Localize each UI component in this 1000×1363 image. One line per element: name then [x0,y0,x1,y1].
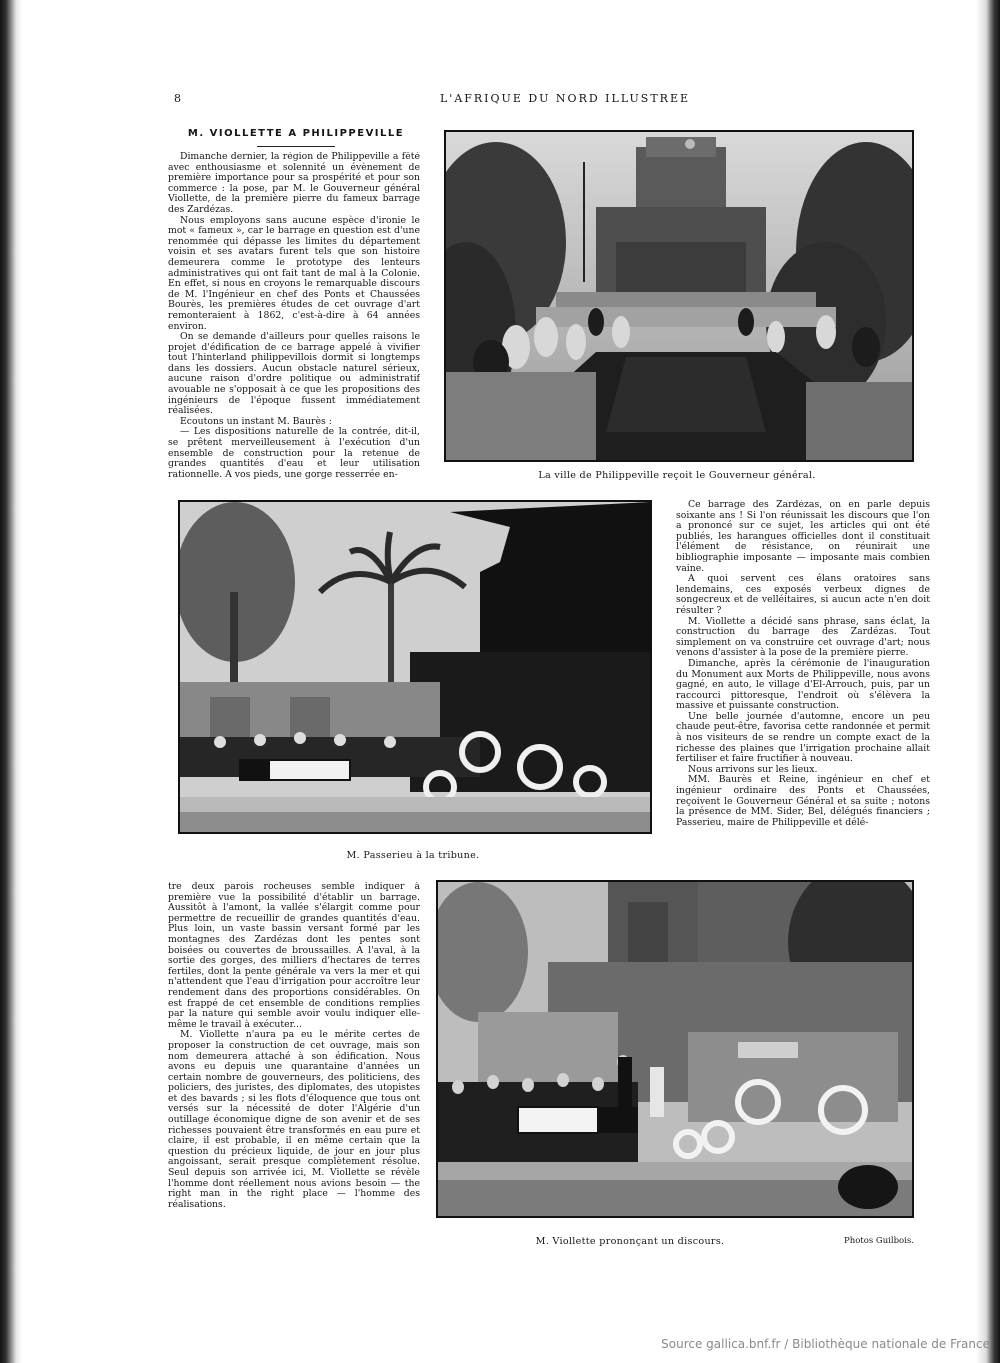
page-number: 8 [174,92,182,105]
title-rule [257,146,335,147]
paragraph: A quoi servent ces élans oratoires sans lendemains, ces exposés verbeux dignes de songecreux et de velléitaires, si aucun acte n'en doit résulter ? [676,573,930,616]
paragraph: MM. Baurès et Reine, ingénieur en chef et ingénieur ordinaire des Ponts et Chaussées, reçoivent le Gouverneur Général et sa suite ; notons la présence de MM. Sider, Bel, délégués financiers ; Passerieu, maire de Philippeville et délé- [676,774,930,828]
article-title: M. VIOLLETTE A PHILIPPEVILLE [187,128,405,139]
photo-2-image [180,502,650,832]
paragraph: Nous employons sans aucune espèce d'ironie le mot « fameux », car le barrage en question est d'une renommée qui dépasse les limites du département voisin et ses avatars furent tels que son histoire demeurera comme le prototype des lenteurs administratives qui ont fait tant de mal à la Colonie. En effet, si nous en croyons le remarquable discours de M. l'Ingénieur en chef des Ponts et Chaussées Bourès, les premières études de cet ouvrage d'art remonteraient à 1862, c'est-à-dire à 64 années environ. [168,214,420,332]
paragraph: Ecoutons un instant M. Baurès : [180,415,332,427]
paragraph: On se demande d'ailleurs pour quelles raisons le projet d'édification de ce barrage appelé à vivifier tout l'hinterland philippevillois dormit si longtemps dans les dossiers. Aucun obstacle naturel sérieux, aucune raison d'ordre politique ou administratif avouable ne s'opposait à ce que les propositions des ingénieurs de l'époque fussent immédiatement réalisées. [168,331,420,417]
photo-1-image [446,132,912,460]
paragraph: Ce barrage des Zardézas, on en parle depuis soixante ans ! Si l'on réunissait les discours que l'on a prononcé sur ce sujet, les articles qui ont été publiés, les harangues officielles dont il constituait l'élément de résistance, on réunirait une bibliographie imposante — imposante mais combien vaine. [676,500,930,574]
paragraph: Une belle journée d'automne, encore un peu chaude peut-être, favorisa cette randonnée et permit à nos visiteurs de se rendre un compte exact de la richesse des plaines que l'irrigation prochaine allait fertiliser et faire fructifier à nouveau. [676,710,930,765]
paragraph: M. Viollette n'aura pa eu le mérite certes de proposer la construction de cet ouvrage, mais son nom demeurera attaché à son édification. Nous avons eu depuis une quarantaine d'années un certain nombre de gouverneurs, des politiciens, des policiers, des juristes, des diplomates, des utopistes et des bavards ; si les flots d'éloquence que tous ont versés sur la nécessité de doter l'Algérie d'un outillage économique digne de son avenir et de ses richesses pouvaient être transformés en eau pure et claire, il est probable, il en même certain que la question du précieux liquide, de jour en jour plus angoissant, serait presque complètement résolue. Seul depuis son arrivée ici, M. Viollette se révèle l'homme dont réellement nous avions besoin — the right man in the right place — l'homme des réalisations. [168,1029,420,1210]
paragraph: — Les dispositions naturelle de la contrée, dit-il, se prêtent merveilleusement à l'exécution d'un ensemble de construction pour la retenue de grandes quantités d'eau et leur utilisation rationnelle. A vos pieds, une gorge resserrée en- [168,426,420,480]
photo-3-image [438,882,912,1216]
photo-2-caption: M. Passerieu à la tribune. [346,850,480,861]
article-column-3 [168,882,420,1247]
photo-tribune [178,500,652,834]
photo-3-caption: M. Viollette prononçant un discours. [535,1236,725,1247]
photo-1-caption: La ville de Philippeville reçoit le Gouverneur général. [538,470,816,481]
running-head: L'AFRIQUE DU NORD ILLUSTREE [440,92,691,105]
article-column-2 [676,500,930,864]
paragraph: Dimanche dernier, la région de Philippeville a fêté avec enthousiasme et solennité un évènement de première importance pour sa prospérité et pour son commerce : la pose, par M. le Gouverneur général Viollette, de la première pierre du fameux barrage des Zardézas. [168,152,420,215]
photo-speech [436,880,914,1218]
source-attribution: Source gallica.bnf.fr / Bibliothèque nationale de France [661,1337,990,1351]
photo-credit: Photos Guilbois. [844,1236,914,1246]
paragraph: Nous arrivons sur les lieux. [688,763,818,775]
paragraph: tre deux parois rocheuses semble indiquer à première vue la possibilité d'établir un barrage. Aussitôt à l'amont, la vallée s'élargit comme pour permettre de recueillir de grandes quantités d'eau. Plus loin, un vaste bassin versant formé par les montagnes des Zardézas dont les pentes sont boisées ou couvertes de broussailles. A l'aval, à la sortie des gorges, des milliers d'hectares de terres fertiles, dont la pente générale va vers la mer et qui n'attendent que l'eau d'irrigation pour accroître leur rendement dans des proportions considérables. On est frappé de cet ensemble de conditions remplies par la nature qui semble avoir voulu indiquer elle-même le travail à exécuter... [168,882,420,1030]
paragraph: M. Viollette a décidé sans phrase, sans éclat, la construction du barrage des Zardézas. Tout simplement on va construire cet ouvrage d'art; nous venons d'assister à la pose de la première pierre. [676,615,930,659]
paragraph: Dimanche, après la cérémonie de l'inauguration du Monument aux Morts de Philippeville, nous avons gagné, en auto, le village d'El-Arrouch, puis, par un raccourci pittoresque, l'endroit où s'élèvera la massive et puissante construction. [676,657,930,712]
photo-monument-reception [444,130,914,462]
article-column-1 [168,152,420,484]
